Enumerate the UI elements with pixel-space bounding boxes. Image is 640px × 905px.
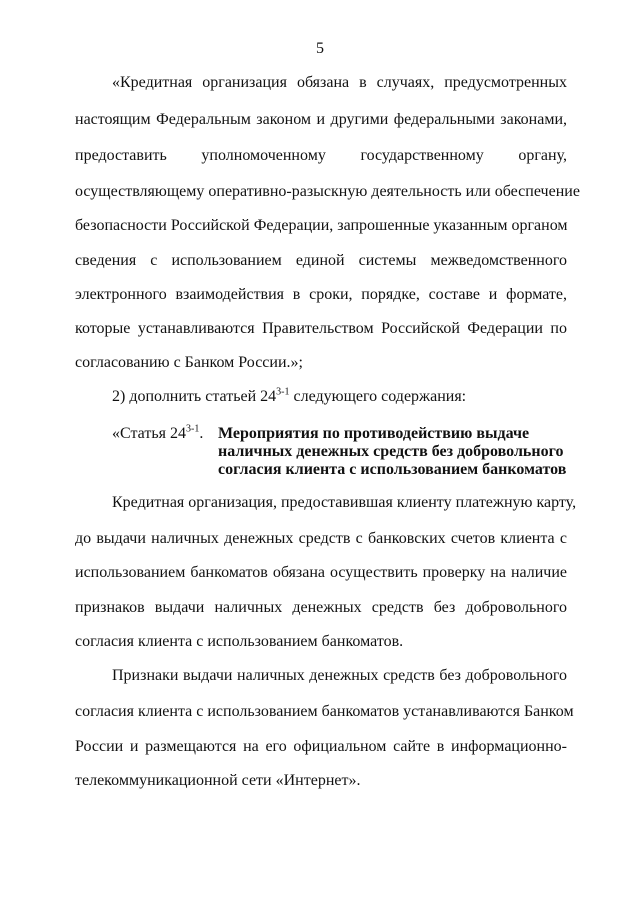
article-label xyxy=(112,424,203,444)
paragraph-1-line: предоставить уполномоченному государственному органу, xyxy=(75,147,567,164)
amendment-item-2-suffix: следующего содержания: xyxy=(289,388,467,405)
paragraph-1-line: «Кредитная организация обязана в случаях, предусмотренных xyxy=(112,74,567,91)
paragraph-3-line: использованием банкоматов обязана осуществить проверку на наличие xyxy=(75,564,567,581)
paragraph-3-line: Кредитная организация, предоставившая клиенту платежную карту, xyxy=(112,494,577,511)
paragraph-1-line: которые устанавливаются Правительством Российской Федерации по xyxy=(75,320,567,337)
paragraph-1-line: сведения с использованием единой системы межведомственного xyxy=(75,252,567,269)
article-title-line: наличных денежных средств без добровольного xyxy=(218,443,564,460)
amendment-item-2 xyxy=(112,387,567,407)
amendment-item-2-prefix: 2) дополнить статьей 24 xyxy=(112,388,277,405)
article-title-line: Мероприятия по противодействию выдаче xyxy=(218,425,530,442)
paragraph-1-line: согласованию с Банком России.»; xyxy=(75,354,303,371)
paragraph-3-line: до выдачи наличных денежных средств с банковских счетов клиента с xyxy=(75,530,567,547)
paragraph-1-line: безопасности Российской Федерации, запрошенные указанным органом xyxy=(75,217,568,234)
paragraph-4-line: Признаки выдачи наличных денежных средств без добровольного xyxy=(112,667,567,684)
article-label-prefix: «Статья 24 xyxy=(112,425,186,442)
article-title-line: согласия клиента с использованием банкоматов xyxy=(218,461,567,478)
page-number: 5 xyxy=(316,40,324,57)
article-label-suffix: . xyxy=(199,425,204,442)
paragraph-1-line: осуществляющему оперативно-разыскную деятельность или обеспечение xyxy=(75,183,580,200)
paragraph-3-line: признаков выдачи наличных денежных средств без добровольного xyxy=(75,599,567,616)
paragraph-1-line: настоящим Федеральным законом и другими федеральными законами, xyxy=(75,111,567,128)
paragraph-3-line: согласия клиента с использованием банкоматов. xyxy=(75,633,404,650)
article-label-superscript: 3-1 xyxy=(185,423,200,435)
paragraph-1-line: электронного взаимодействия в сроки, порядке, составе и формате, xyxy=(75,286,567,303)
paragraph-4-line: России и размещаются на его официальном сайте в информационно- xyxy=(75,738,567,755)
paragraph-4-line: согласия клиента с использованием банкоматов устанавливаются Банком xyxy=(75,703,574,720)
amendment-item-2-superscript: 3-1 xyxy=(276,386,290,398)
paragraph-4-line: телекоммуникационной сети «Интернет». xyxy=(75,772,361,789)
